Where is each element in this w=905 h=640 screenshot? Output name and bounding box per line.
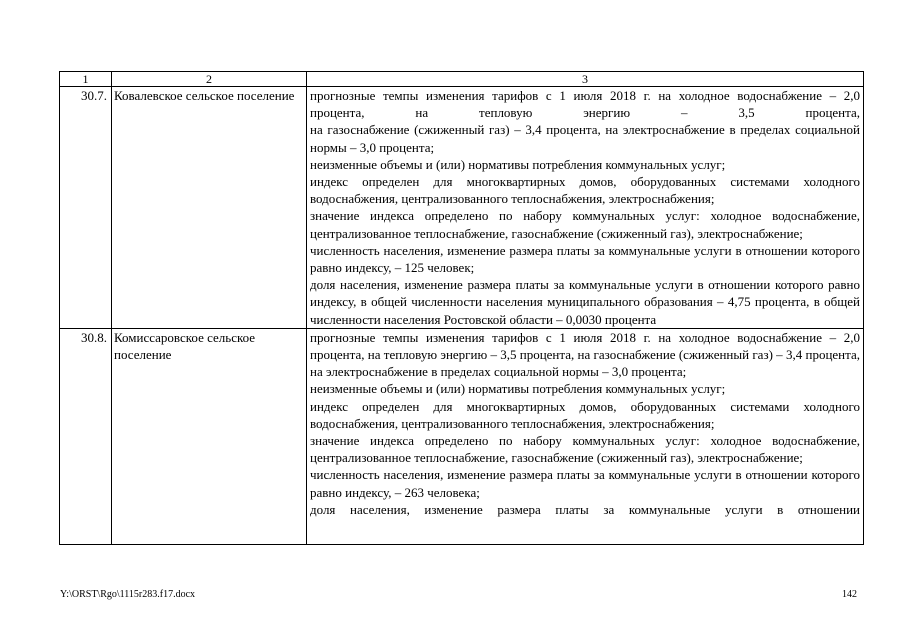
- paragraph: неизменные объемы и (или) нормативы потребления коммунальных услуг;: [310, 156, 726, 172]
- paragraph: численность населения, изменение размера платы за коммунальные услуги в отношении которого равно индексу, – 125 человек;: [310, 242, 860, 276]
- paragraph: численность населения, изменение размера платы за коммунальные услуги в отношении которого равно индексу, – 263 человека;: [310, 467, 860, 500]
- settlement-name: Комиссаровское сельское поселение: [112, 328, 307, 544]
- row-number: 30.8.: [60, 328, 112, 544]
- row-description: [307, 328, 864, 544]
- table-header-row: [60, 72, 864, 87]
- paragraph: доля населения, изменение размера платы за коммунальные услуги в отношении: [310, 501, 860, 517]
- row-description-continued: [310, 329, 860, 544]
- paragraph: неизменные объемы и (или) нормативы потребления коммунальных услуг;: [310, 381, 726, 397]
- footer-file-path: Y:\ORST\Rgo\1115r283.f17.docx: [60, 589, 196, 600]
- header-cell: 2: [112, 72, 307, 87]
- header-cell: 1: [60, 72, 112, 87]
- paragraph: значение индекса определено по набору коммунальных услуг: холодное водоснабжение, централизованное теплоснабжение, газоснабжение (сжиженный газ), электроснабжение;: [310, 208, 860, 241]
- table-row: [60, 87, 864, 329]
- paragraph: значение индекса определено по набору коммунальных услуг: холодное водоснабжение, централизованное теплоснабжение, газоснабжение (сжиженный газ), электроснабжение;: [310, 433, 860, 466]
- table-row: [60, 328, 864, 544]
- row-number: 30.7.: [60, 87, 112, 329]
- paragraph: на газоснабжение (сжиженный газ) – 3,4 процента, на электроснабжение в пределах социальной нормы – 3,0 процента;: [310, 122, 860, 155]
- settlement-name: Ковалевское сельское поселение: [112, 87, 307, 329]
- page-number: 142: [842, 589, 857, 600]
- row-description: [307, 87, 864, 329]
- header-cell: 3: [307, 72, 864, 87]
- tariff-table: [59, 71, 864, 545]
- paragraph: доля населения, изменение размера платы за коммунальные услуги в отношении которого равно индексу, в общей численности населения муниципального образования – 4,75 процента, в общей численности населения Ростовской области – 0,0030 процента: [310, 277, 860, 327]
- paragraph: прогнозные темпы изменения тарифов с 1 июля 2018 г. на холодное водоснабжение – 2,0 процента, на тепловую энергию – 3,5 процента, на газоснабжение (сжиженный газ) – 3,4 процента, на электроснабжение в пределах социальной нормы – 3,0 процента;: [310, 329, 860, 380]
- paragraph: индекс определен для многоквартирных домов, оборудованных системами холодного водоснабжения, централизованного теплоснабжения, электроснабжения;: [310, 398, 860, 431]
- paragraph: индекс определен для многоквартирных домов, оборудованных системами холодного водоснабжения, централизованного теплоснабжения, электроснабжения;: [310, 174, 860, 207]
- paragraph: прогнозные темпы изменения тарифов с 1 июля 2018 г. на холодное водоснабжение – 2,0 процента, на тепловую энергию – 3,5 процента,: [310, 88, 860, 121]
